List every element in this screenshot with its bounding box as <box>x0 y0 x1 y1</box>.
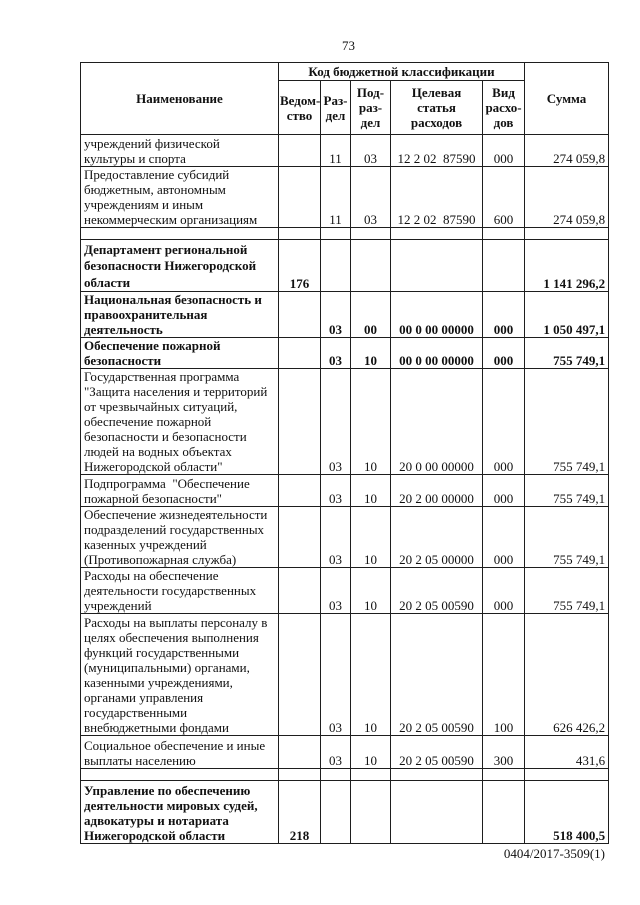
cell-department: 176 <box>279 240 321 292</box>
header-subsection: Под- раз- дел <box>351 81 391 135</box>
cell-target-article: 20 0 00 00000 <box>391 369 483 475</box>
cell-name: Подпрограмма "Обеспечение пожарной безопасности" <box>81 475 279 507</box>
cell-subsection: 10 <box>351 614 391 736</box>
table-row <box>81 240 609 292</box>
header-target-article: Целевая статья расходов <box>391 81 483 135</box>
cell-expense-type: 000 <box>483 475 525 507</box>
cell-expense-type: 000 <box>483 568 525 614</box>
cell-expense-type: 300 <box>483 736 525 769</box>
cell-name: Национальная безопасность и правоохранительная деятельность <box>81 292 279 338</box>
cell-section: 03 <box>321 369 351 475</box>
cell-empty <box>279 769 321 781</box>
cell-expense-type: 000 <box>483 338 525 369</box>
cell-empty <box>321 228 351 240</box>
cell-expense-type: 000 <box>483 507 525 568</box>
cell-name: Обеспечение пожарной безопасности <box>81 338 279 369</box>
cell-expense-type <box>483 240 525 292</box>
table-row <box>81 135 609 167</box>
cell-expense-type: 100 <box>483 614 525 736</box>
cell-department <box>279 338 321 369</box>
cell-sum: 431,6 <box>525 736 609 769</box>
cell-section: 03 <box>321 475 351 507</box>
cell-target-article <box>391 781 483 844</box>
cell-department <box>279 568 321 614</box>
cell-target-article <box>391 240 483 292</box>
cell-expense-type: 000 <box>483 135 525 167</box>
table-row <box>81 568 609 614</box>
cell-department <box>279 614 321 736</box>
header-department: Ведом- ство <box>279 81 321 135</box>
cell-section <box>321 781 351 844</box>
cell-section: 03 <box>321 292 351 338</box>
cell-name: Расходы на обеспечение деятельности государственных учреждений <box>81 568 279 614</box>
cell-subsection: 10 <box>351 338 391 369</box>
cell-target-article: 20 2 00 00000 <box>391 475 483 507</box>
cell-sum: 755 749,1 <box>525 568 609 614</box>
cell-empty <box>483 228 525 240</box>
cell-empty <box>483 769 525 781</box>
cell-name: Управление по обеспечению деятельности мировых судей, адвокатуры и нотариата Нижегородской области <box>81 781 279 844</box>
table-row <box>81 507 609 568</box>
spacer-row <box>81 769 609 781</box>
cell-name: Социальное обеспечение и иные выплаты населению <box>81 736 279 769</box>
cell-department: 218 <box>279 781 321 844</box>
cell-expense-type: 000 <box>483 292 525 338</box>
cell-target-article: 12 2 02 87590 <box>391 167 483 228</box>
spacer-row <box>81 228 609 240</box>
cell-subsection: 10 <box>351 568 391 614</box>
cell-target-article: 20 2 05 00000 <box>391 507 483 568</box>
cell-subsection: 10 <box>351 475 391 507</box>
cell-empty <box>321 769 351 781</box>
cell-expense-type: 600 <box>483 167 525 228</box>
cell-empty <box>391 228 483 240</box>
table-row <box>81 369 609 475</box>
cell-subsection: 10 <box>351 507 391 568</box>
cell-name: учреждений физической культуры и спорта <box>81 135 279 167</box>
cell-target-article: 00 0 00 00000 <box>391 292 483 338</box>
cell-department <box>279 475 321 507</box>
cell-empty <box>279 228 321 240</box>
cell-name: Предоставление субсидий бюджетным, автономным учреждениям и иным некоммерческим организациям <box>81 167 279 228</box>
cell-subsection: 03 <box>351 167 391 228</box>
cell-department <box>279 167 321 228</box>
budget-table <box>80 62 609 844</box>
table-row <box>81 292 609 338</box>
cell-target-article: 20 2 05 00590 <box>391 736 483 769</box>
cell-sum: 755 749,1 <box>525 507 609 568</box>
cell-section: 03 <box>321 507 351 568</box>
cell-name: Расходы на выплаты персоналу в целях обеспечения выполнения функций государственными (муниципальными) органами, казенными учреждениями, органами управления государственными внебюджетными фондами <box>81 614 279 736</box>
cell-target-article: 12 2 02 87590 <box>391 135 483 167</box>
header-expense-type: Вид расхо- дов <box>483 81 525 135</box>
cell-subsection <box>351 781 391 844</box>
cell-sum: 755 749,1 <box>525 475 609 507</box>
cell-target-article: 20 2 05 00590 <box>391 568 483 614</box>
cell-section: 11 <box>321 135 351 167</box>
cell-subsection: 10 <box>351 736 391 769</box>
cell-name: Государственная программа "Защита населения и территорий от чрезвычайных ситуаций, обеспечение пожарной безопасности и безопасности людей на водных объектах Нижегородской области" <box>81 369 279 475</box>
cell-department <box>279 135 321 167</box>
table-row <box>81 781 609 844</box>
cell-sum: 274 059,8 <box>525 135 609 167</box>
table-row <box>81 167 609 228</box>
table-row <box>81 736 609 769</box>
cell-empty <box>351 228 391 240</box>
cell-sum: 274 059,8 <box>525 167 609 228</box>
table-row <box>81 338 609 369</box>
cell-section: 03 <box>321 568 351 614</box>
cell-section: 03 <box>321 614 351 736</box>
header-name: Наименование <box>81 63 279 135</box>
cell-expense-type <box>483 781 525 844</box>
cell-expense-type: 000 <box>483 369 525 475</box>
cell-subsection: 03 <box>351 135 391 167</box>
table-row <box>81 614 609 736</box>
cell-sum: 518 400,5 <box>525 781 609 844</box>
cell-department <box>279 292 321 338</box>
header-section: Раз- дел <box>321 81 351 135</box>
cell-sum: 755 749,1 <box>525 338 609 369</box>
cell-empty <box>81 228 279 240</box>
table-row <box>81 475 609 507</box>
cell-empty <box>525 769 609 781</box>
cell-subsection: 10 <box>351 369 391 475</box>
cell-department <box>279 507 321 568</box>
document-code: 0404/2017-3509(1) <box>503 846 605 861</box>
cell-name: Обеспечение жизнедеятельности подразделений государственных казенных учреждений (Противопожарная служба) <box>81 507 279 568</box>
cell-target-article: 00 0 00 00000 <box>391 338 483 369</box>
cell-empty <box>525 228 609 240</box>
cell-section <box>321 240 351 292</box>
cell-section: 03 <box>321 736 351 769</box>
cell-empty <box>391 769 483 781</box>
cell-sum: 1 050 497,1 <box>525 292 609 338</box>
cell-empty <box>81 769 279 781</box>
cell-department <box>279 736 321 769</box>
cell-section: 11 <box>321 167 351 228</box>
cell-sum: 1 141 296,2 <box>525 240 609 292</box>
header-sum: Сумма <box>525 63 609 135</box>
cell-sum: 755 749,1 <box>525 369 609 475</box>
cell-empty <box>351 769 391 781</box>
cell-name: Департамент региональной безопасности Нижегородской области <box>81 240 279 292</box>
cell-target-article: 20 2 05 00590 <box>391 614 483 736</box>
header-row-top <box>81 63 609 81</box>
cell-section: 03 <box>321 338 351 369</box>
cell-sum: 626 426,2 <box>525 614 609 736</box>
cell-department <box>279 369 321 475</box>
page-number: 73 <box>342 38 355 53</box>
cell-subsection: 00 <box>351 292 391 338</box>
header-code-group: Код бюджетной классификации <box>279 63 525 81</box>
cell-subsection <box>351 240 391 292</box>
